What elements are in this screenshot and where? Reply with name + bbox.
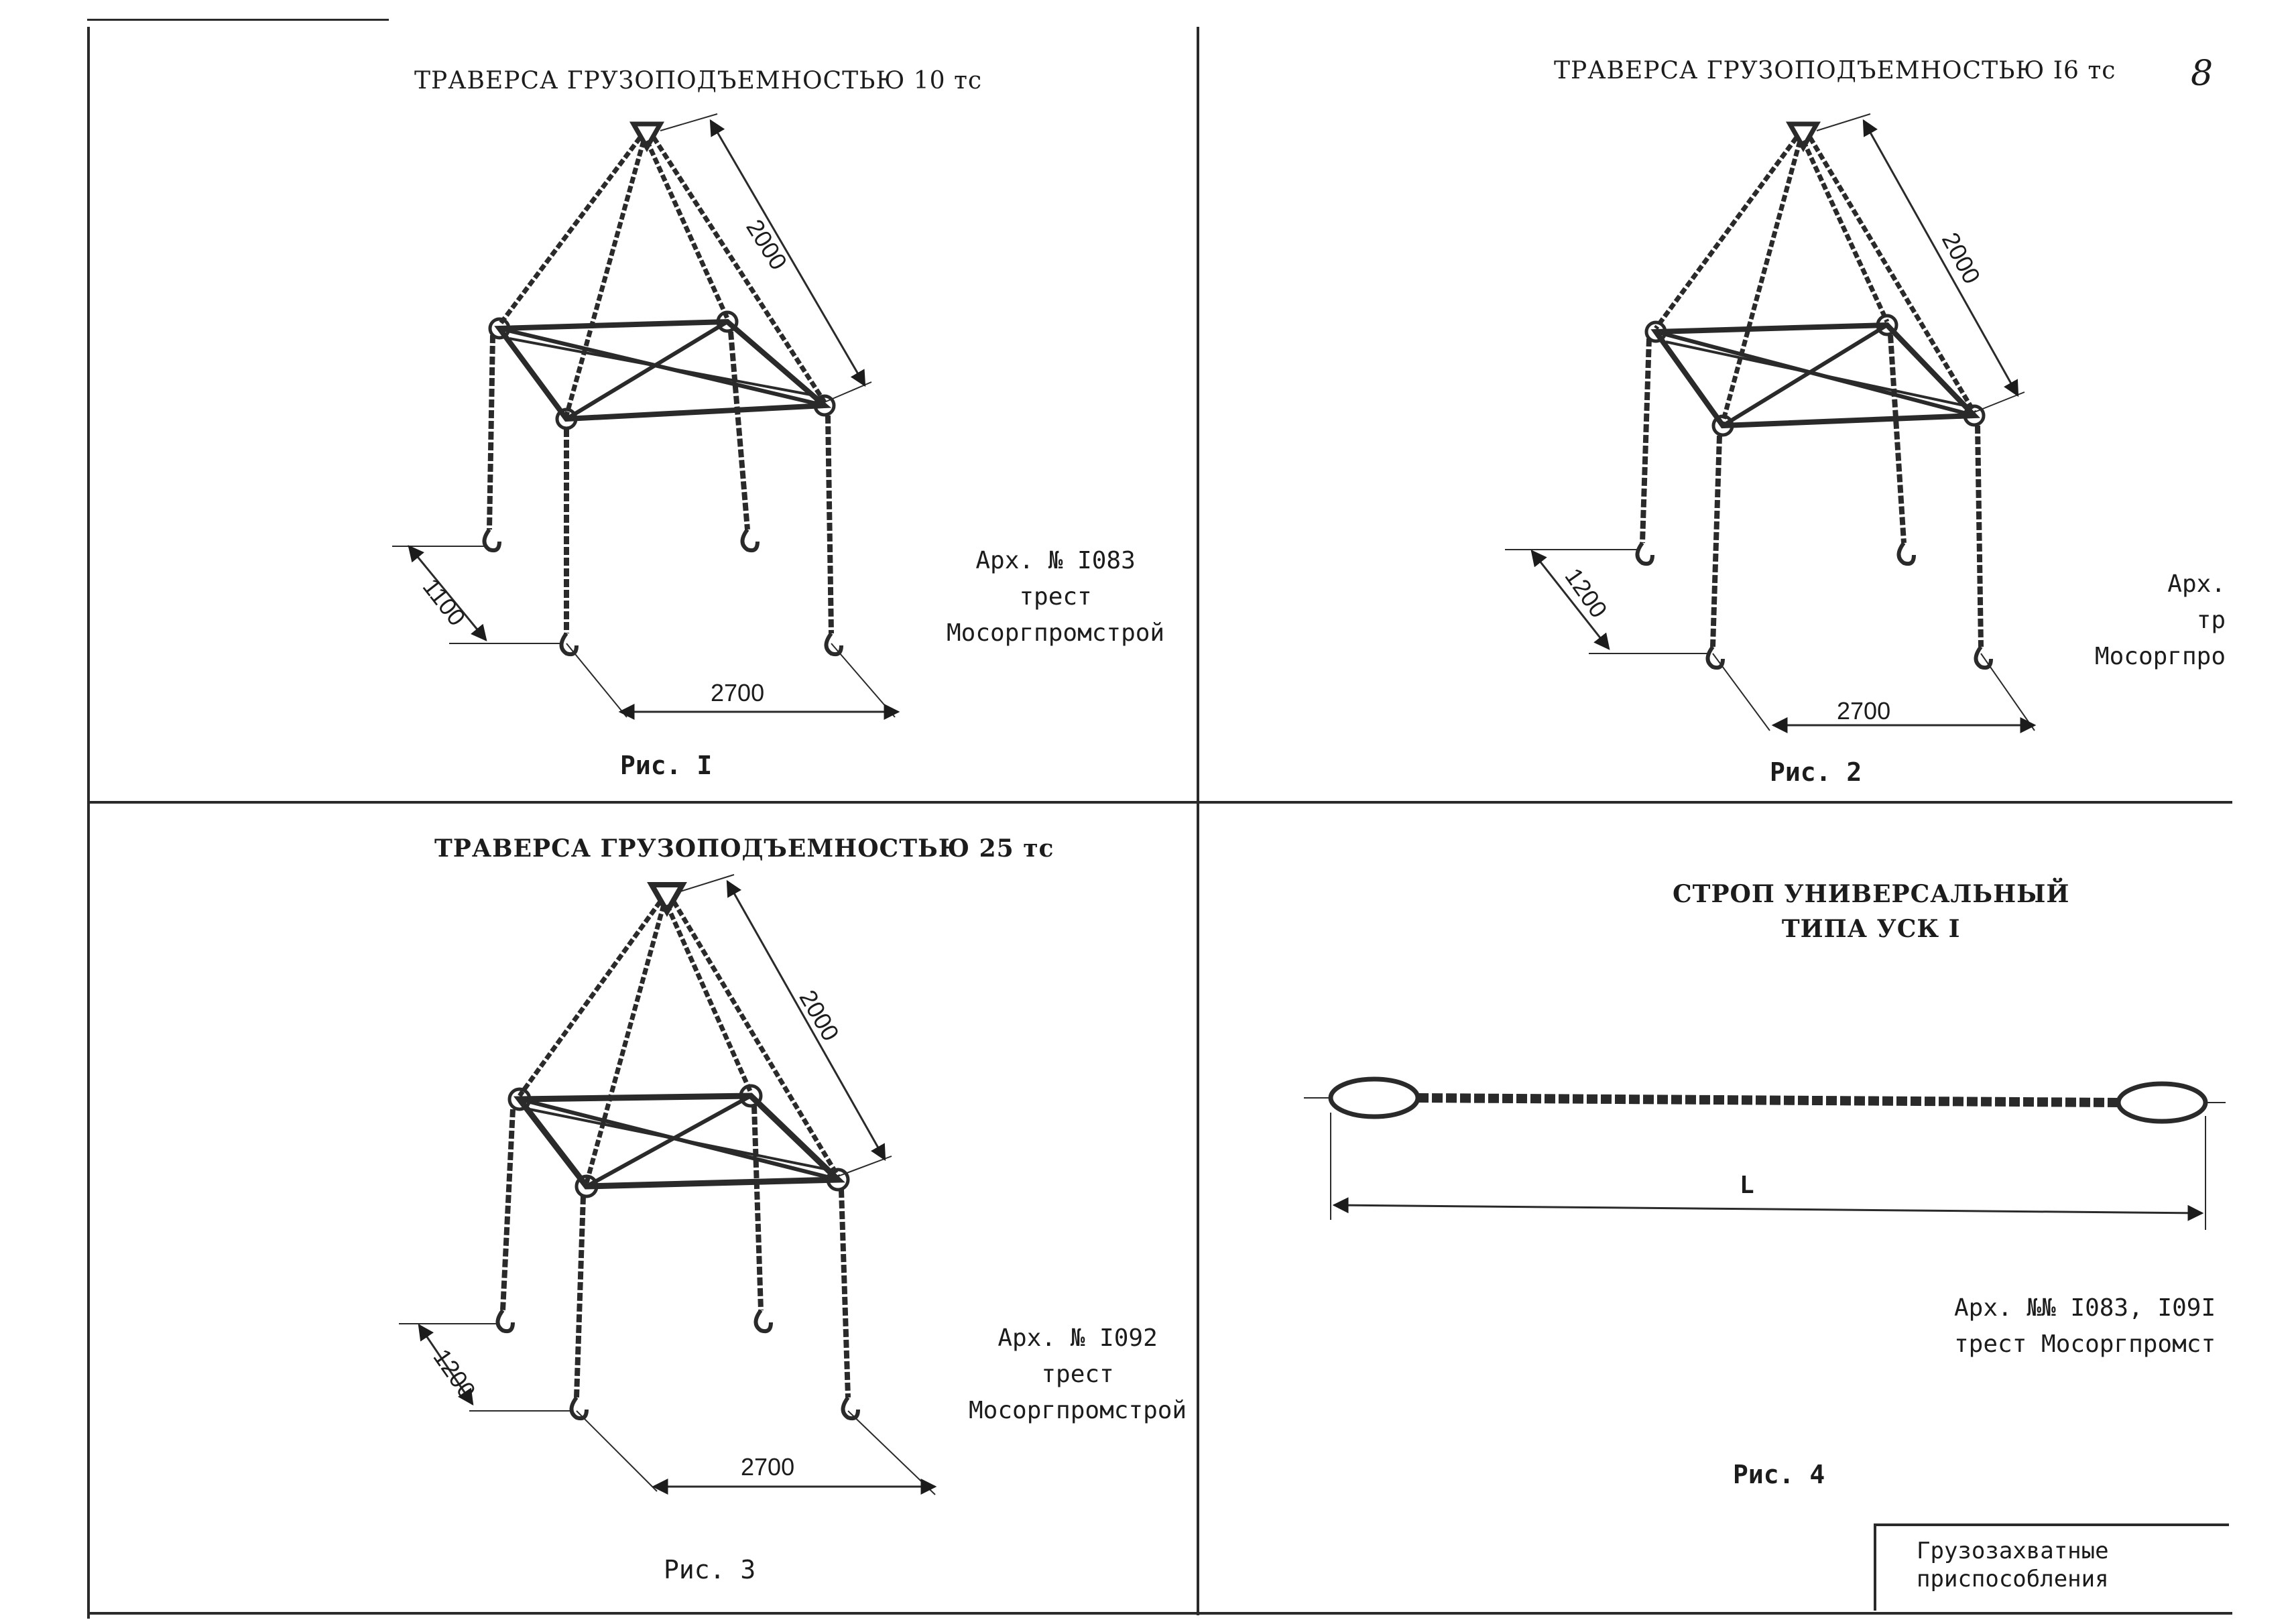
fig3-archive-line-1: Арх. № I092	[998, 1324, 1158, 1352]
fig3-dim-height: 2000	[794, 985, 845, 1046]
fig2-dim-height: 2000	[1936, 228, 1986, 288]
stamp-line-2: приспособления	[1917, 1566, 2109, 1593]
fig3-archive-line-2: трест	[1041, 1361, 1114, 1388]
fig4-dim-length: L	[1740, 1172, 1754, 1199]
fig3-archive-note	[969, 1320, 1187, 1429]
stamp-line-1: Грузозахватные	[1917, 1538, 2109, 1564]
fig4-title-line-1: СТРОП УНИВЕРСАЛЬНЫЙ	[1673, 880, 2070, 908]
fig1-caption: Рис. I	[620, 751, 713, 780]
fig2-dim-side: 1200	[1559, 563, 1613, 623]
fig2-archive-note	[2092, 566, 2226, 675]
fig4-title	[1673, 877, 2069, 946]
fig1-archive-line-2: трест	[1019, 583, 1092, 611]
fig2-archive-line-3: Мосоргпро	[2094, 643, 2226, 670]
fig1-archive-line-1: Арх. № I083	[975, 547, 1136, 574]
fig1-title: ТРАВЕРСА ГРУЗОПОДЪЕМНОСТЬЮ 10 тс	[414, 67, 983, 95]
fig3-dim-side: 1200	[428, 1344, 481, 1404]
fig1-archive-note	[947, 543, 1164, 651]
fig1-dim-width: 2700	[711, 679, 765, 706]
fig2-title: ТРАВЕРСА ГРУЗОПОДЪЕМНОСТЬЮ I6 тс	[1554, 57, 2116, 84]
traverse-10t-drawing	[392, 114, 898, 717]
stamp-text	[1917, 1537, 2109, 1593]
fig1-dim-height: 2000	[741, 214, 793, 275]
fig4-archive-note	[1954, 1290, 2226, 1363]
fig2-caption: Рис. 2	[1770, 757, 1862, 787]
fig3-caption: Рис. 3	[664, 1555, 756, 1584]
universal-sling-drawing	[1304, 1079, 2226, 1230]
fig3-archive-line-3: Мосоргпромстрой	[969, 1397, 1187, 1424]
fig2-archive-line-1: Арх.	[2167, 570, 2226, 598]
title-stamp	[1874, 1523, 2229, 1611]
fig2-dim-width: 2700	[1837, 697, 1891, 725]
fig4-archive-line-1: Арх. №№ I083, I09I	[1954, 1294, 2216, 1322]
fig4-caption: Рис. 4	[1733, 1460, 1825, 1489]
fig4-archive-line-2: трест Мосоргпромст	[1954, 1330, 2216, 1358]
fig3-title: ТРАВЕРСА ГРУЗОПОДЪЕМНОСТЬЮ 25 тс	[434, 834, 1054, 863]
page-number: 8	[2191, 54, 2214, 94]
fig1-dim-side: 1100	[417, 573, 471, 631]
fig1-archive-line-3: Мосоргпромстрой	[947, 619, 1165, 647]
fig3-dim-width: 2700	[741, 1453, 795, 1481]
traverse-25t-drawing	[399, 875, 935, 1495]
fig4-title-line-2: ТИПА УСК I	[1781, 915, 1961, 943]
traverse-16t-drawing	[1505, 114, 2035, 731]
fig2-archive-line-2: тр	[2196, 607, 2226, 634]
